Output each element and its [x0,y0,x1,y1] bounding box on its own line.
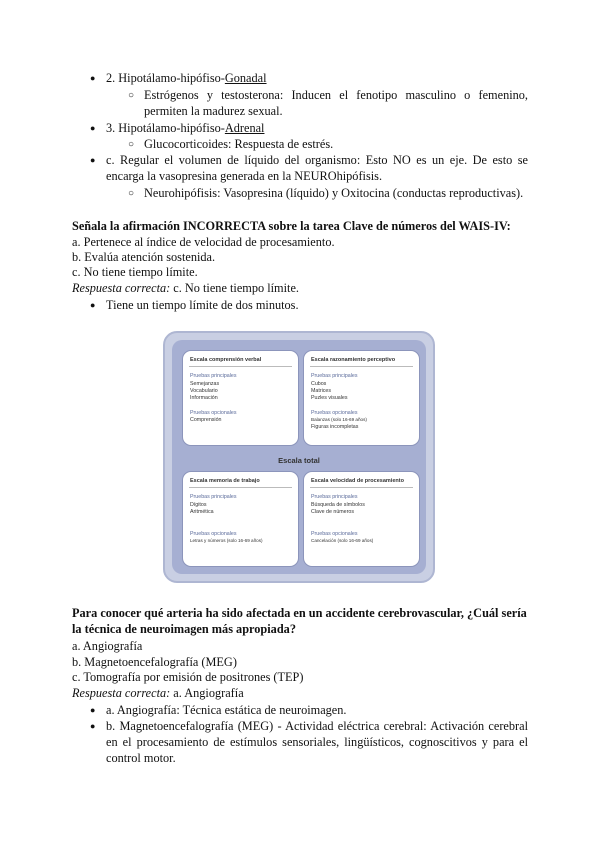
answer-option: c. Tomografía por emisión de positrones (TEP) [72,670,304,684]
answer-option: b. Magnetoencefalografía (MEG) [72,655,237,669]
bullet-icon: ● [90,73,96,83]
circle-bullet-icon: ○ [128,188,135,199]
correct-answer: Respuesta correcta: c. No tiene tiempo límite. [72,281,299,295]
scale-box-processing-speed: Escala velocidad de procesamiento Pruebas principales Búsqueda de símbolos Clave de números Pruebas opcionales Cancelación (solo 16-69 años) [303,471,420,567]
list-item-text: encarga la vasopresina generada en la NEUROhipófisis. [106,169,383,183]
answer-option: a. Angiografía [72,639,143,653]
answer-option: b. Evalúa atención sostenida. [72,250,216,264]
bullet-icon: ● [90,721,96,731]
explanation-note: Tiene un tiempo límite de dos minutos. [106,298,299,312]
divider [189,487,292,488]
scale-box-perceptual: Escala razonamiento perceptivo Pruebas principales Cubos Matrices Puzles visuales Pruebas opcionales Balanzas (solo 16-69 años) Figuras incompletas [303,350,420,446]
sub-item-text: permiten la madurez sexual. [144,104,283,118]
divider [310,487,413,488]
sub-item-text: Neurohipófisis: Vasopresina (líquido) y Oxitocina (conductas reproductivas). [144,186,524,200]
divider [310,366,413,367]
bullet-icon: ● [90,300,96,310]
bullet-icon: ● [90,123,96,133]
list-item-adrenal: 3. Hipotálamo-hipófiso-Adrenal [106,121,265,135]
total-scale-label: Escala total [278,456,320,465]
correct-answer: Respuesta correcta: a. Angiografía [72,686,244,700]
explanation-note: b. Magnetoencefalografía (MEG) - Actividad eléctrica cerebral: Activación cerebral [106,719,528,733]
question-heading: la técnica de neuroimagen más apropiada? [72,622,296,636]
explanation-note: control motor. [106,751,176,765]
answer-option: a. Pertenece al índice de velocidad de procesamiento. [72,235,335,249]
explanation-note: a. Angiografía: Técnica estática de neuroimagen. [106,703,347,717]
divider [189,366,292,367]
sub-item-text: Glucocorticoides: Respuesta de estrés. [144,137,334,151]
bullet-icon: ● [90,705,96,715]
question-heading: Señala la afirmación INCORRECTA sobre la tarea Clave de números del WAIS-IV: [72,219,511,233]
bullet-icon: ● [90,155,96,165]
answer-option: c. No tiene tiempo límite. [72,265,198,279]
underlined-term: Adrenal [224,121,265,135]
figure-inner-panel [172,340,426,574]
wais-structure-figure [163,331,435,583]
sub-item-text: Estrógenos y testosterona: Inducen el fenotipo masculino o femenino, [144,88,528,102]
list-item-gonadal: 2. Hipotálamo-hipófiso-Gonadal [106,71,267,85]
underlined-term: Gonadal [224,71,267,85]
scale-box-working-memory: Escala memoria de trabajo Pruebas principales Dígitos Aritmética Pruebas opcionales Letras y números (solo 16-69 años) [182,471,299,567]
question-heading: Para conocer qué arteria ha sido afectada en un accidente cerebrovascular, ¿Cuál sería [72,606,527,620]
scale-box-verbal: Escala comprensión verbal Pruebas principales Semejanzas Vocabulario Información Pruebas opcionales Comprensión [182,350,299,446]
circle-bullet-icon: ○ [128,139,135,150]
list-item-text: c. Regular el volumen de líquido del organismo: Esto NO es un eje. De esto se [106,153,528,167]
circle-bullet-icon: ○ [128,90,135,101]
explanation-note: en el procesamiento de estímulos sensoriales, lingüísticos, cognoscitivos y para el [106,735,528,749]
